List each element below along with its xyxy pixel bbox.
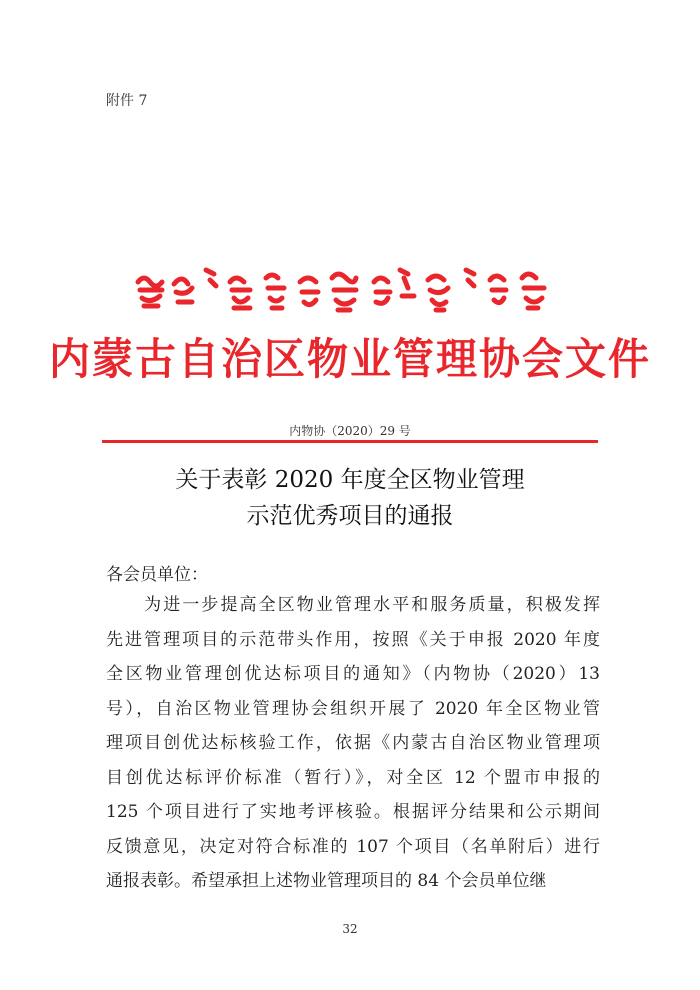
body-line: 理项目创优达标核验工作，依据《内蒙古自治区物业管理项 — [106, 733, 600, 753]
body-line: 先进管理项目的示范带头作用，按照《关于申报 2020 年度 — [106, 629, 600, 650]
mongolian-script-logo — [0, 262, 700, 322]
page-number: 32 — [342, 922, 358, 936]
body-line: 为进一步提高全区物业管理水平和服务质量，积极发挥 — [106, 595, 600, 615]
title-line: 关于表彰 2020 年度全区物业管理 — [175, 467, 525, 493]
body-line: 目创优达标评价标准（暂行）》，对全区 12 个盟市申报的 — [106, 767, 600, 788]
salutation: 各会员单位： — [106, 565, 208, 585]
body-line: 反馈意见，决定对符合标准的 107 个项目（名单附后）进行 — [106, 836, 600, 857]
document-number: 内物协（2020）29 号 — [289, 424, 411, 438]
body-line: 全区物业管理创优达标项目的通知》（内物协（2020）13 — [106, 664, 600, 684]
body-line: 125 个项目进行了实地考评核验。根据评分结果和公示期间 — [106, 802, 600, 822]
body-line: 通报表彰。希望承担上述物业管理项目的 84 个会员单位继 — [106, 871, 547, 891]
title-line: 示范优秀项目的通报 — [246, 503, 454, 529]
document-title — [0, 462, 700, 534]
red-divider — [102, 440, 598, 443]
body-paragraph — [106, 588, 600, 899]
attachment-label: 附件 7 — [106, 93, 148, 109]
masthead-title: 内蒙古自治区物业管理协会文件 — [49, 333, 651, 385]
body-line: 号），自治区物业管理协会组织开展了 2020 年全区物业管 — [106, 698, 600, 719]
mongolian-script-graphic — [130, 262, 570, 322]
